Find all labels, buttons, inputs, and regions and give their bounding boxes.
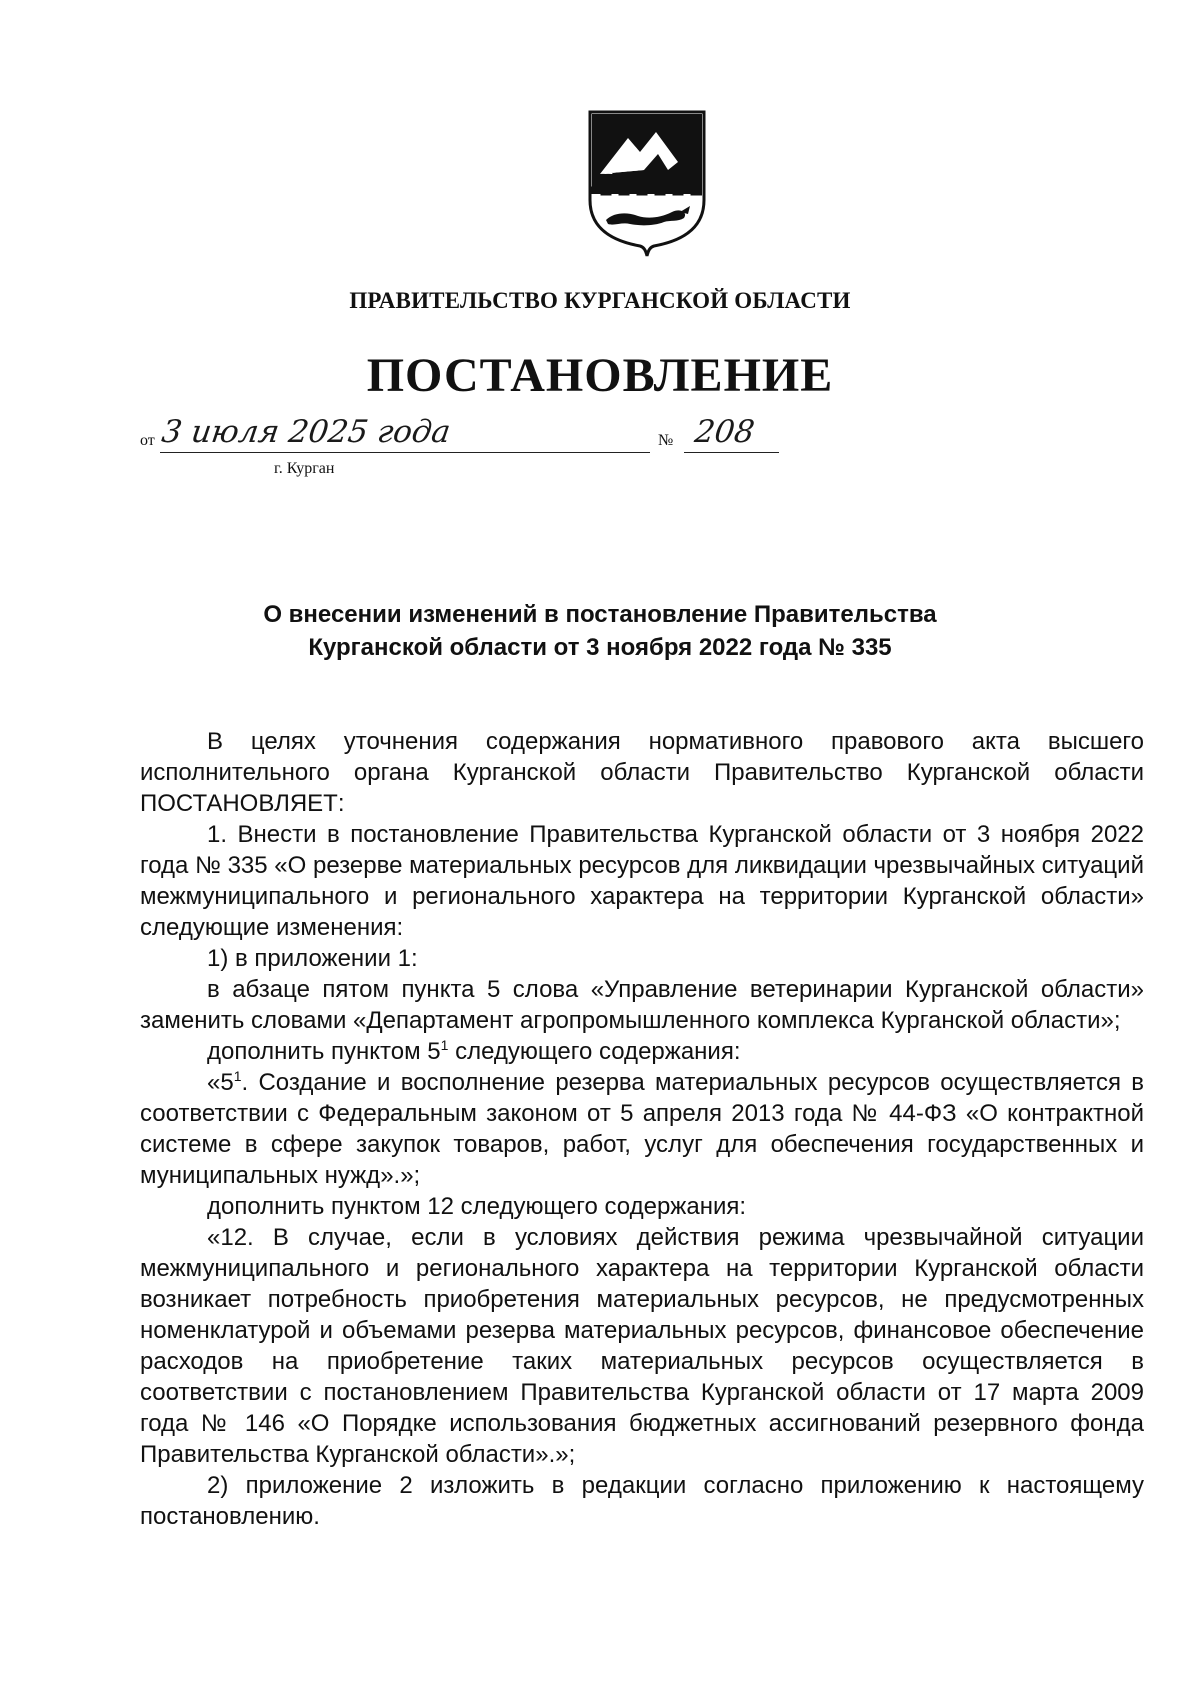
- paragraph-preamble: В целях уточнения содержания нормативного правового акта высшего исполнительного органа Курганской области Правительство Курганской области ПОСТАНОВЛЯЕТ:: [140, 728, 1144, 817]
- from-label: от: [140, 432, 155, 449]
- paragraph-subitem-2: 2) приложение 2 изложить в редакции согласно приложению к настоящему постановлению.: [140, 1472, 1144, 1530]
- paragraph-point-12: «12. В случае, если в условиях действия режима чрезвычайной ситуации межмуниципального и регионального характера на территории Курганской области возникает потребность приобретения материальных ресурсов, не предусмотренных номенклатурой и объемами резерва материальных ресурсов, финансовое обеспечение расходов на приобретение таких материальных ресурсов осуществляется в соответствии с постановлением Правительства Курганской области от 17 марта 2009 года № 146 «О Порядке использования бюджетных ассигнований резервного фонда Правительства Курганской области».»;: [140, 1224, 1144, 1468]
- number-underline: [684, 452, 779, 453]
- paragraph-subitem-1: 1) в приложении 1:: [207, 945, 418, 972]
- document-subject: [0, 598, 1200, 664]
- number-label: №: [658, 432, 674, 449]
- paragraph-add-5-1: [140, 1036, 1144, 1067]
- document-type-title: ПОСТАНОВЛЕНИЕ: [366, 349, 834, 402]
- text-fragment: следующего содержания:: [448, 1038, 741, 1065]
- paragraph-item-1: 1. Внести в постановление Правительства Курганской области от 3 ноября 2022 года № 335 «О резерве материальных ресурсов для ликвидации чрезвычайных ситуаций межмуниципального и регионального характера на территории Курганской области» следующие изменения:: [140, 821, 1144, 941]
- text-fragment: дополнить пунктом 5: [207, 1038, 441, 1065]
- document-body: [140, 726, 1144, 1532]
- coat-of-arms-icon: [584, 108, 710, 258]
- city-label: г. Курган: [274, 460, 335, 477]
- text-fragment: «5: [207, 1069, 234, 1096]
- paragraph-amend-5: в абзаце пятом пункта 5 слова «Управление ветеринарии Курганской области» заменить словами «Департамент агропромышленного комплекса Курганской области»;: [140, 976, 1144, 1034]
- subject-line-1: О внесении изменений в постановление Правительства: [263, 601, 937, 628]
- handwritten-number: 208: [692, 414, 757, 450]
- date-underline: [160, 452, 650, 453]
- paragraph-add-12: дополнить пунктом 12 следующего содержания:: [207, 1193, 747, 1220]
- handwritten-date: 3 июля 2025 года: [159, 414, 453, 450]
- superscript: 1: [440, 1037, 449, 1053]
- paragraph-point-5-1: [140, 1067, 1144, 1191]
- superscript: 1: [233, 1068, 242, 1084]
- government-name: ПРАВИТЕЛЬСТВО КУРГАНСКОЙ ОБЛАСТИ: [349, 288, 851, 313]
- subject-line-2: Курганской области от 3 ноября 2022 года № 335: [308, 634, 892, 661]
- text-fragment: . Создание и восполнение резерва материальных ресурсов осуществляется в соответствии с Федеральным законом от 5 апреля 2013 года № 44-ФЗ «О контрактной системе в сфере закупок товаров, работ, услуг для обеспечения государственных и муниципальных нужд».»;: [140, 1069, 1144, 1189]
